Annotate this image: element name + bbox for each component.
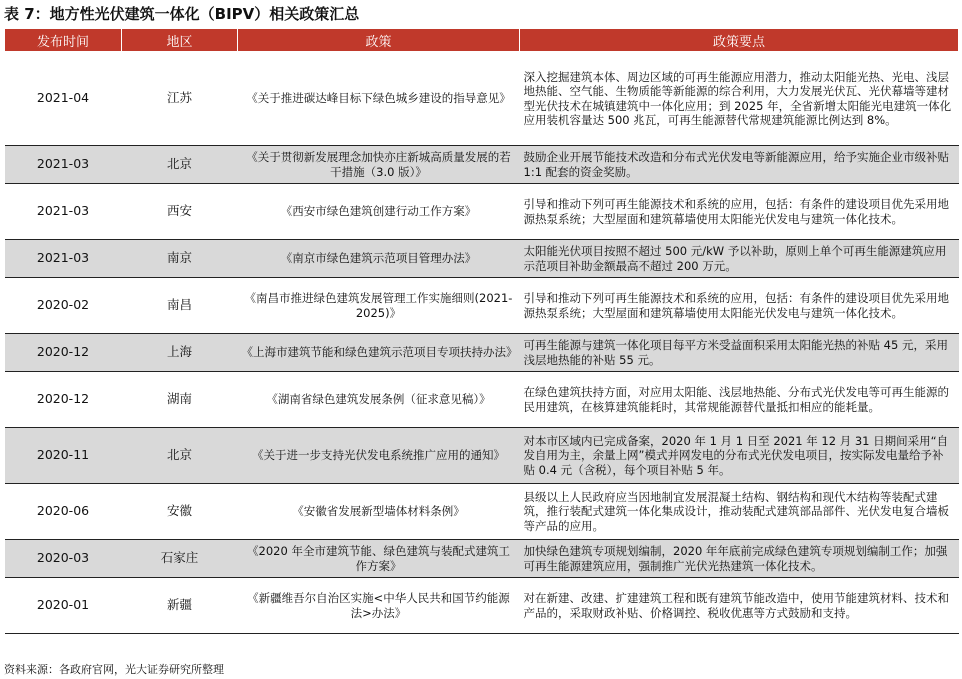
table-title: 表 7：地方性光伏建筑一体化（BIPV）相关政策汇总	[4, 5, 360, 23]
policy-table	[4, 28, 959, 634]
cell-date: 2020-11	[5, 428, 122, 484]
table-row	[5, 146, 959, 184]
header-points: 政策要点	[520, 29, 959, 52]
cell-region: 北京	[122, 146, 238, 184]
cell-region: 西安	[122, 184, 238, 240]
table-row	[5, 578, 959, 634]
cell-date: 2020-12	[5, 334, 122, 372]
cell-date: 2020-03	[5, 540, 122, 578]
cell-date: 2021-03	[5, 184, 122, 240]
cell-policy: 《新疆维吾尔自治区实施<中华人民共和国节约能源法>办法》	[238, 578, 520, 634]
cell-region: 石家庄	[122, 540, 238, 578]
table-row	[5, 484, 959, 540]
cell-date: 2021-04	[5, 52, 122, 146]
cell-policy: 《湖南省绿色建筑发展条例（征求意见稿）》	[238, 372, 520, 428]
cell-points: 在绿色建筑扶持方面，对应用太阳能、浅层地热能、分布式光伏发电等可再生能源的民用建筑，在核算建筑能耗时，其常规能源替代量抵扣相应的能耗量。	[520, 372, 959, 428]
cell-policy: 《南京市绿色建筑示范项目管理办法》	[238, 240, 520, 278]
cell-policy: 《南昌市推进绿色建筑发展管理工作实施细则(2021-2025)》	[238, 278, 520, 334]
header-date: 发布时间	[5, 29, 122, 52]
cell-policy: 《上海市建筑节能和绿色建筑示范项目专项扶持办法》	[238, 334, 520, 372]
header-policy: 政策	[238, 29, 520, 52]
cell-policy: 《关于推进碳达峰目标下绿色城乡建设的指导意见》	[238, 52, 520, 146]
cell-points: 引导和推动下列可再生能源技术和系统的应用，包括：有条件的建设项目优先采用地源热泵系统；大型屋面和建筑幕墙使用太阳能光伏发电与建筑一体化技术。	[520, 278, 959, 334]
source-note: 资料来源：各政府官网，光大证券研究所整理	[4, 663, 224, 676]
table-row	[5, 184, 959, 240]
table-row	[5, 334, 959, 372]
cell-region: 湖南	[122, 372, 238, 428]
cell-points: 深入挖掘建筑本体、周边区域的可再生能源应用潜力，推动太阳能光热、光电、浅层地热能、空气能、生物质能等新能源的综合利用，大力发展光伏瓦、光伏幕墙等建材型光伏技术在城镇建筑中一体化应用；到 2025 年，全省新增太阳能光电建筑一体化应用装机容量达 500 兆瓦，可再生能源替代常规建筑能源比例达到 8%。	[520, 52, 959, 146]
cell-region: 北京	[122, 428, 238, 484]
cell-date: 2021-03	[5, 240, 122, 278]
cell-region: 新疆	[122, 578, 238, 634]
cell-policy: 《关于进一步支持光伏发电系统推广应用的通知》	[238, 428, 520, 484]
cell-date: 2020-12	[5, 372, 122, 428]
cell-date: 2021-03	[5, 146, 122, 184]
table-row	[5, 428, 959, 484]
cell-region: 安徽	[122, 484, 238, 540]
cell-points: 可再生能源与建筑一体化项目每平方米受益面积采用太阳能光热的补贴 45 元，采用浅层地热能的补贴 55 元。	[520, 334, 959, 372]
cell-points: 加快绿色建筑专项规划编制，2020 年年底前完成绿色建筑专项规划编制工作；加强可再生能源建筑应用，强制推广光伏光热建筑一体化技术。	[520, 540, 959, 578]
cell-date: 2020-01	[5, 578, 122, 634]
table-header-row	[5, 29, 959, 52]
cell-region: 江苏	[122, 52, 238, 146]
table-row	[5, 372, 959, 428]
cell-policy: 《2020 年全市建筑节能、绿色建筑与装配式建筑工作方案》	[238, 540, 520, 578]
table-row	[5, 540, 959, 578]
cell-region: 南京	[122, 240, 238, 278]
cell-date: 2020-06	[5, 484, 122, 540]
cell-points: 对本市区域内已完成备案，2020 年 1 月 1 日至 2021 年 12 月 31 日期间采用“自发自用为主，余量上网”模式并网发电的分布式光伏发电项目，按实际发电量给予补贴 0.4 元（含税），每个项目补贴 5 年。	[520, 428, 959, 484]
cell-points: 太阳能光伏项目按照不超过 500 元/kW 予以补助，原则上单个可再生能源建筑应用示范项目补助金额最高不超过 200 万元。	[520, 240, 959, 278]
table-row	[5, 52, 959, 146]
header-region: 地区	[122, 29, 238, 52]
cell-region: 南昌	[122, 278, 238, 334]
cell-points: 县级以上人民政府应当因地制宜发展混凝土结构、钢结构和现代木结构等装配式建筑，推行装配式建筑一体化集成设计，推动装配式建筑部品部件、光伏发电复合墙板等产品的应用。	[520, 484, 959, 540]
cell-points: 对在新建、改建、扩建建筑工程和既有建筑节能改造中，使用节能建筑材料、技术和产品的，采取财政补贴、价格调控、税收优惠等方式鼓励和支持。	[520, 578, 959, 634]
cell-points: 引导和推动下列可再生能源技术和系统的应用，包括：有条件的建设项目优先采用地源热泵系统；大型屋面和建筑幕墙使用太阳能光伏发电与建筑一体化技术。	[520, 184, 959, 240]
cell-policy: 《关于贯彻新发展理念加快亦庄新城高质量发展的若干措施（3.0 版）》	[238, 146, 520, 184]
cell-points: 鼓励企业开展节能技术改造和分布式光伏发电等新能源应用，给予实施企业市级补贴 1:1 配套的资金奖励。	[520, 146, 959, 184]
table-row	[5, 278, 959, 334]
cell-region: 上海	[122, 334, 238, 372]
cell-date: 2020-02	[5, 278, 122, 334]
cell-policy: 《安徽省发展新型墙体材料条例》	[238, 484, 520, 540]
cell-policy: 《西安市绿色建筑创建行动工作方案》	[238, 184, 520, 240]
table-row	[5, 240, 959, 278]
